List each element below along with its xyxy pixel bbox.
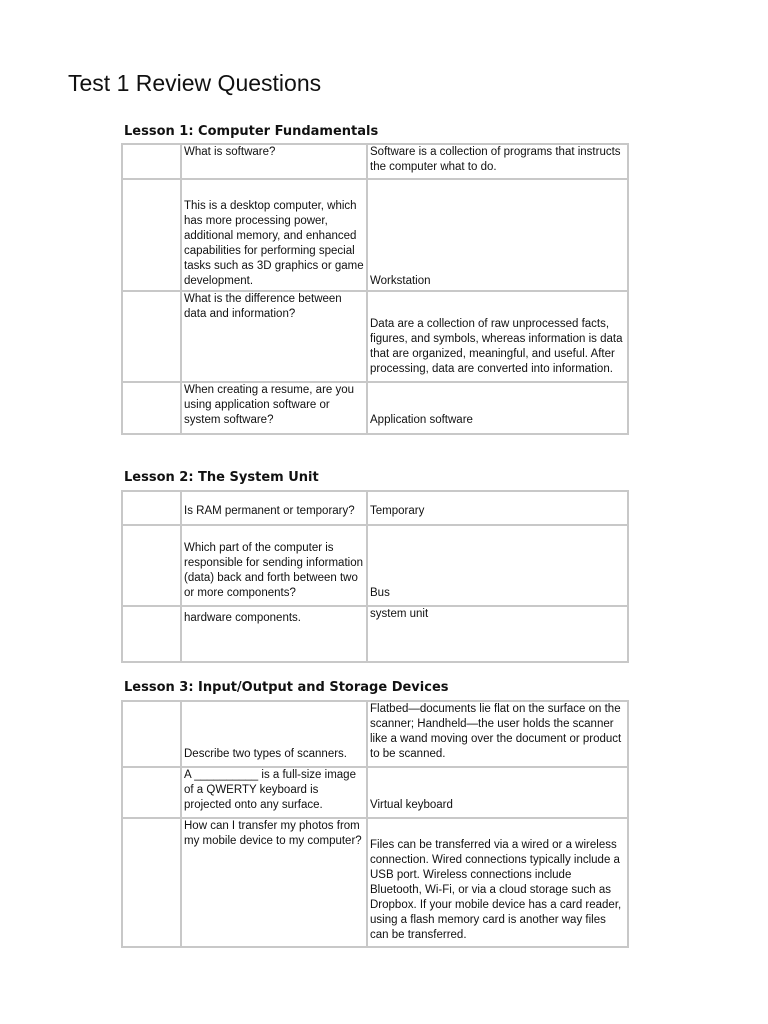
table-row — [122, 382, 628, 434]
answer-cell: Flatbed—documents lie flat on the surface on the scanner; Handheld—the user holds the scanner like a wand moving over the document or product to be scanned. — [367, 701, 628, 767]
number-cell — [122, 144, 181, 179]
question-cell: hardware components. — [181, 606, 367, 662]
lesson-1-heading: Lesson 1: Computer Fundamentals — [124, 124, 379, 139]
table-row — [122, 144, 628, 179]
document-title: Test 1 Review Questions — [68, 70, 322, 96]
lesson-3-heading: Lesson 3: Input/Output and Storage Devices — [124, 680, 449, 695]
answer-cell: Bus — [367, 525, 628, 606]
answer-cell: Software is a collection of programs that instructs the computer what to do. — [367, 144, 628, 179]
lesson-1-table — [121, 143, 629, 435]
question-cell: Is RAM permanent or temporary? — [181, 491, 367, 525]
number-cell — [122, 767, 181, 818]
answer-cell: Data are a collection of raw unprocessed facts, figures, and symbols, whereas information is data that are organized, meaningful, and useful. After processing, data are converted into information. — [367, 291, 628, 382]
lesson-3-table — [121, 700, 629, 948]
question-cell: Which part of the computer is responsible for sending information (data) back and forth between two or more components? — [181, 525, 367, 606]
number-cell — [122, 382, 181, 434]
answer-cell: Workstation — [367, 179, 628, 291]
number-cell — [122, 525, 181, 606]
question-cell: What is software? — [181, 144, 367, 179]
lesson-2-table — [121, 490, 629, 663]
table-row — [122, 701, 628, 767]
number-cell — [122, 818, 181, 947]
number-cell — [122, 701, 181, 767]
answer-cell: Application software — [367, 382, 628, 434]
answer-cell: Temporary — [367, 491, 628, 525]
number-cell — [122, 491, 181, 525]
table-row — [122, 179, 628, 291]
answer-cell: Virtual keyboard — [367, 767, 628, 818]
question-cell: This is a desktop computer, which has more processing power, additional memory, and enhanced capabilities for performing special tasks such as 3D graphics or game development. — [181, 179, 367, 291]
question-cell: When creating a resume, are you using application software or system software? — [181, 382, 367, 434]
number-cell — [122, 179, 181, 291]
question-cell: A __________ is a full-size image of a QWERTY keyboard is projected onto any surface. — [181, 767, 367, 818]
number-cell — [122, 606, 181, 662]
answer-cell: system unit — [367, 606, 628, 662]
answer-cell: Files can be transferred via a wired or a wireless connection. Wired connections typically include a USB port. Wireless connections include Bluetooth, Wi-Fi, or via a cloud storage such as Dropbox. If your mobile device has a card reader, using a flash memory card is another way files can be transferred. — [367, 818, 628, 947]
table-row — [122, 291, 628, 382]
question-cell: What is the difference between data and information? — [181, 291, 367, 382]
question-cell: Describe two types of scanners. — [181, 701, 367, 767]
lesson-2-heading: Lesson 2: The System Unit — [124, 470, 319, 485]
table-row — [122, 525, 628, 606]
table-row — [122, 491, 628, 525]
number-cell — [122, 291, 181, 382]
table-row — [122, 606, 628, 662]
table-row — [122, 767, 628, 818]
question-cell: How can I transfer my photos from my mobile device to my computer? — [181, 818, 367, 947]
table-row — [122, 818, 628, 947]
